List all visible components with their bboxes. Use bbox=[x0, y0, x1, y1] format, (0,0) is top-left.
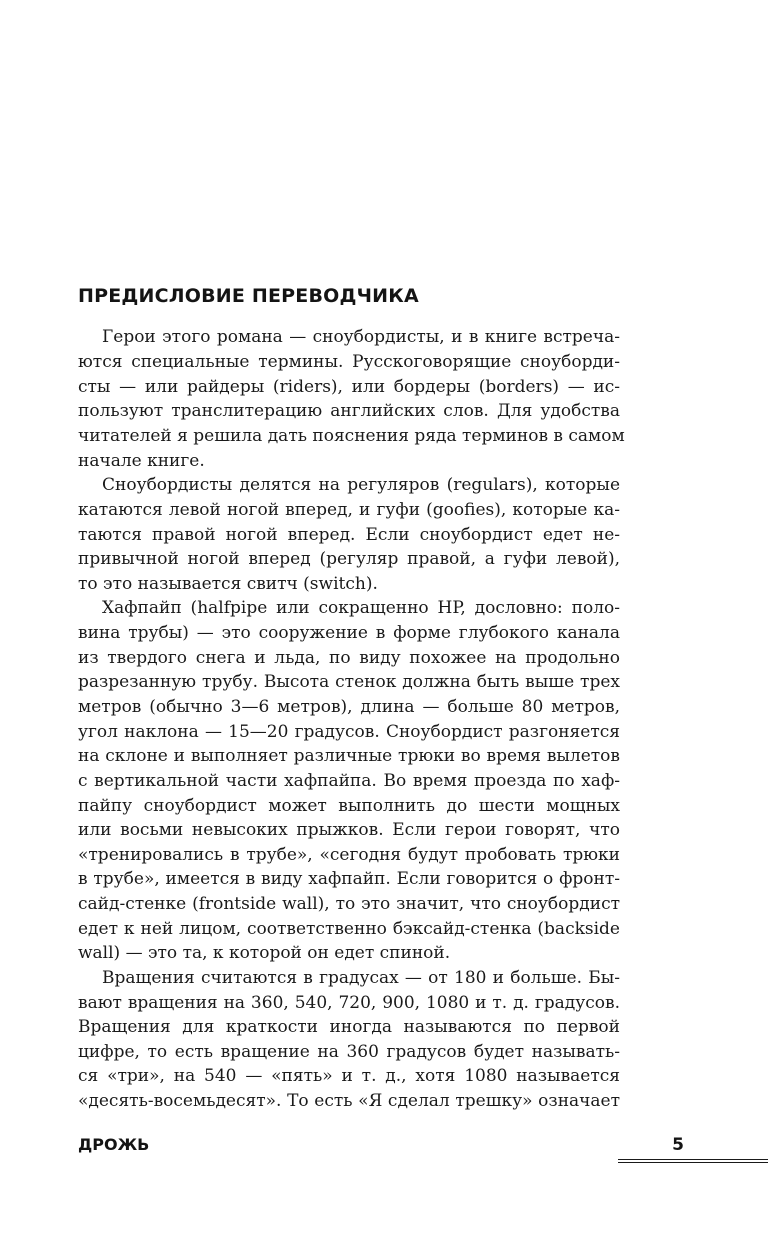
footer-rule bbox=[618, 1162, 768, 1163]
text-line: ются специальные термины. Русскоговорящие сноуборди- bbox=[78, 352, 620, 372]
text-line: с вертикальной части хафпайпа. Во время проезда по хаф- bbox=[78, 771, 620, 791]
text-line: из твердого снега и льда, по виду похожее на продольно bbox=[78, 648, 620, 668]
text-line: сайд-стенке (frontside wall), то это значит, что сноубордист bbox=[78, 894, 620, 914]
text-line: начале книге. bbox=[78, 451, 205, 471]
text-line: вина трубы) — это сооружение в форме глубокого канала bbox=[78, 623, 620, 643]
chapter-heading: ПРЕДИСЛОВИЕ ПЕРЕВОДЧИКА bbox=[78, 285, 419, 307]
text-line: цифре, то есть вращение на 360 градусов будет называть- bbox=[78, 1042, 620, 1062]
text-line: метров (обычно 3—6 метров), длина — больше 80 метров, bbox=[78, 697, 620, 717]
text-line: «тренировались в трубе», «сегодня будут пробовать трюки bbox=[78, 845, 620, 865]
text-line: угол наклона — 15—20 градусов. Сноубордист разгоняется bbox=[78, 722, 620, 742]
running-title: ДРОЖЬ bbox=[78, 1135, 150, 1154]
text-line: «десять-восемьдесят». То есть «Я сделал трешку» означает bbox=[78, 1091, 620, 1111]
text-line: таются правой ногой вперед. Если сноубордист едет не- bbox=[78, 525, 620, 545]
text-line: Герои этого романа — сноубордисты, и в книге встреча- bbox=[102, 327, 620, 347]
text-line: сты — или райдеры (riders), или бордеры (borders) — ис- bbox=[78, 377, 620, 397]
text-line: катаются левой ногой вперед, и гуфи (goofies), которые ка- bbox=[78, 500, 620, 520]
text-line: Хафпайп (halfpipe или сокращенно HP, дословно: поло- bbox=[102, 598, 620, 618]
text-line: читателей я решила дать пояснения ряда терминов в самом bbox=[78, 426, 625, 446]
text-line: привычной ногой вперед (регуляр правой, а гуфи левой), bbox=[78, 549, 620, 569]
text-line: то это называется свитч (switch). bbox=[78, 574, 378, 594]
text-line: wall) — это та, к которой он едет спиной. bbox=[78, 943, 451, 963]
text-line: Сноубордисты делятся на регуляров (regulars), которые bbox=[102, 475, 620, 495]
text-line: Вращения для краткости иногда называются по первой bbox=[78, 1017, 620, 1037]
text-line: разрезанную трубу. Высота стенок должна быть выше трех bbox=[78, 672, 620, 692]
text-line: ся «три», на 540 — «пять» и т. д., хотя 1080 называется bbox=[78, 1066, 620, 1086]
text-line: вают вращения на 360, 540, 720, 900, 1080 и т. д. градусов. bbox=[78, 993, 620, 1013]
text-line: на склоне и выполняет различные трюки во время вылетов bbox=[78, 746, 620, 766]
text-line: пользуют транслитерацию английских слов. Для удобства bbox=[78, 401, 620, 421]
text-line: пайпу сноубордист может выполнить до шести мощных bbox=[78, 796, 620, 816]
text-line: в трубе», имеется в виду хафпайп. Если говорится о фронт- bbox=[78, 869, 620, 889]
text-line: Вращения считаются в градусах — от 180 и больше. Бы- bbox=[102, 968, 620, 988]
text-line: или восьми невысоких прыжков. Если герои говорят, что bbox=[78, 820, 620, 840]
footer-rule bbox=[618, 1159, 768, 1160]
page-number: 5 bbox=[672, 1135, 684, 1155]
text-line: едет к ней лицом, соответственно бэксайд-стенка (backside bbox=[78, 919, 620, 939]
